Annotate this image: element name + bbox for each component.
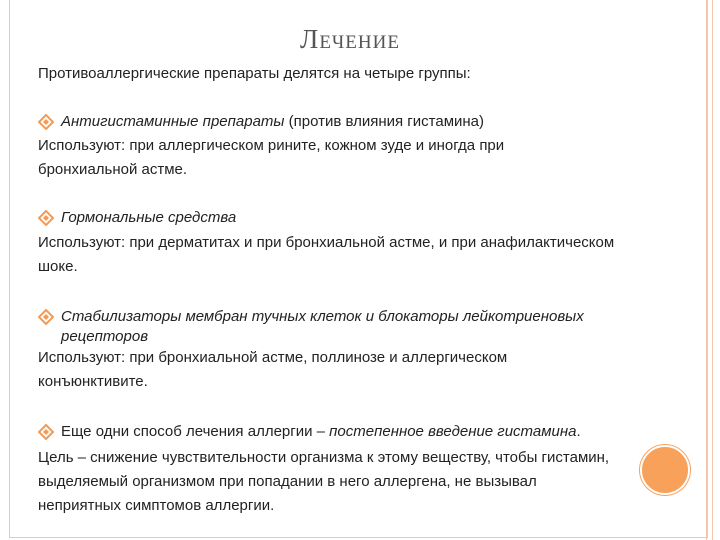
bullet-icon [38,309,54,325]
bullet-icon [38,210,54,226]
group-3-usage: Используют: при бронхиальной астме, поллинозе и аллергическом [38,349,508,366]
group-1-usage: Используют: при аллергическом рините, кожном зуде и иногда при [38,137,505,154]
group-2-usage-cont: шоке. [38,258,78,275]
bullet-icon [38,114,54,130]
group-2-usage: Используют: при дерматитах и при бронхиальной астме, и при анафилактическом [38,234,615,251]
group-1-usage-cont: бронхиальной астме. [38,161,188,178]
method-goal-line-3: неприятных симптомов аллергии. [38,497,275,514]
group-2-heading: Гормональные средства [38,208,236,228]
bullet-icon [38,424,54,440]
decorative-line [706,0,707,540]
group-3-usage-cont: конъюнктивите. [38,373,148,390]
method-goal-line-1: Цель – снижение чувствительности организма к этому веществу, чтобы гистамин, [38,449,610,466]
method-goal-line-2: выделяемый организмом при попадании в него аллергена, не вызывал [38,473,537,490]
group-1-heading: Антигистаминные препараты (против влияния гистамина) [38,112,484,132]
decorative-circle [640,445,690,495]
slide-title: ЛЕЧЕНИЕ [300,24,400,54]
decorative-line [712,0,713,540]
intro-text: Противоаллергические препараты делятся на четыре группы: [38,65,471,82]
group-3-heading: Стабилизаторы мембран тучных клеток и блокаторы лейкотриеновых рецепторов [38,307,584,347]
method-heading: Еще одни способ лечения аллергии – постепенное введение гистамина. [38,422,581,442]
